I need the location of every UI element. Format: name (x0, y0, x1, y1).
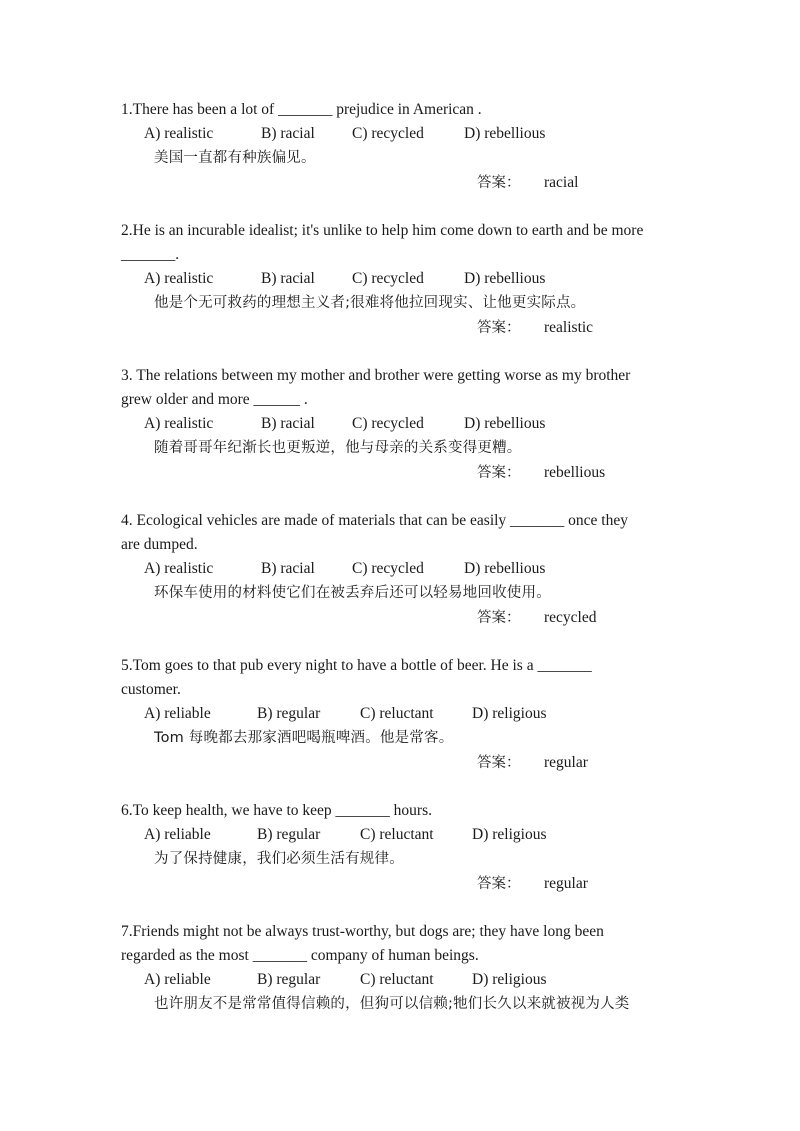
option-c: C) reluctant (360, 971, 434, 988)
option-b: B) racial (261, 560, 315, 577)
question-7-translation: 也许朋友不是常常值得信赖的，但狗可以信赖;牠们长久以来就被视为人类 (154, 996, 630, 1012)
option-d: D) religious (472, 705, 547, 722)
option-d: D) rebellious (464, 415, 546, 432)
question-6-translation: 为了保持健康，我们必须生活有规律。 (154, 851, 404, 867)
question-3-stem-line-2: grew older and more ______ . (121, 391, 308, 408)
option-a: A) realistic (144, 415, 214, 432)
answer-label: 答案： (477, 320, 521, 336)
question-6-answer (477, 874, 588, 894)
question-1-answer (477, 173, 579, 193)
option-c: C) reluctant (360, 826, 434, 843)
option-d: D) rebellious (464, 560, 546, 577)
question-3-answer (477, 463, 606, 483)
option-a: A) reliable (144, 705, 211, 722)
option-a: A) realistic (144, 560, 214, 577)
question-5-stem-line-1: 5.Tom goes to that pub every night to have a bottle of beer. He is a _______ (121, 657, 592, 674)
answer-label: 答案： (477, 175, 521, 191)
question-6-stem-line-1: 6.To keep health, we have to keep _______ hours. (121, 802, 432, 819)
question-4-answer (477, 608, 597, 628)
option-a: A) realistic (144, 125, 214, 142)
option-b: B) racial (261, 270, 315, 287)
option-b: B) regular (257, 705, 321, 722)
question-1-translation: 美国一直都有种族偏见。 (154, 150, 316, 166)
answer-label: 答案： (477, 465, 521, 481)
question-2-translation: 他是个无可救药的理想主义者;很难将他拉回现实、让他更实际点。 (154, 295, 586, 311)
question-2-stem-line-2: _______. (121, 246, 180, 263)
question-7-stem-line-1: 7.Friends might not be always trust-worthy, but dogs are; they have long been (121, 923, 604, 940)
question-7-stem-line-2: regarded as the most _______ company of human beings. (121, 947, 479, 964)
option-d: D) religious (472, 826, 547, 843)
option-b: B) racial (261, 415, 315, 432)
question-5-stem-line-2: customer. (121, 681, 181, 698)
option-a: A) reliable (144, 971, 211, 988)
option-d: D) rebellious (464, 270, 546, 287)
question-5-translation: Tom 每晚都去那家酒吧喝瓶啤酒。他是常客。 (154, 730, 454, 746)
option-c: C) recycled (352, 270, 424, 287)
question-1-stem-line-1: 1.There has been a lot of _______ prejudice in American . (121, 101, 482, 118)
question-4-stem-line-1: 4. Ecological vehicles are made of materials that can be easily _______ once they (121, 512, 628, 529)
answer-value: recycled (544, 609, 597, 626)
option-d: D) religious (472, 971, 547, 988)
answer-value: realistic (544, 319, 594, 336)
option-d: D) rebellious (464, 125, 546, 142)
option-a: A) reliable (144, 826, 211, 843)
question-2-stem-line-1: 2.He is an incurable idealist; it's unlike to help him come down to earth and be more (121, 222, 644, 239)
answer-value: regular (544, 875, 588, 892)
option-c: C) recycled (352, 560, 424, 577)
answer-value: rebellious (544, 464, 606, 481)
question-3-translation: 随着哥哥年纪渐长也更叛逆，他与母亲的关系变得更糟。 (154, 440, 522, 456)
answer-label: 答案： (477, 755, 521, 771)
option-a: A) realistic (144, 270, 214, 287)
question-2-answer (477, 318, 594, 338)
answer-value: regular (544, 754, 588, 771)
option-b: B) regular (257, 826, 321, 843)
option-c: C) reluctant (360, 705, 434, 722)
question-5-answer (477, 753, 588, 773)
option-b: B) regular (257, 971, 321, 988)
question-4-stem-line-2: are dumped. (121, 536, 198, 553)
option-b: B) racial (261, 125, 315, 142)
question-4-translation: 环保车使用的材料使它们在被丢弃后还可以轻易地回收使用。 (154, 585, 551, 601)
answer-value: racial (544, 174, 579, 191)
answer-label: 答案： (477, 876, 521, 892)
question-3-stem-line-1: 3. The relations between my mother and brother were getting worse as my brother (121, 367, 631, 384)
answer-label: 答案： (477, 610, 521, 626)
option-c: C) recycled (352, 125, 424, 142)
option-c: C) recycled (352, 415, 424, 432)
